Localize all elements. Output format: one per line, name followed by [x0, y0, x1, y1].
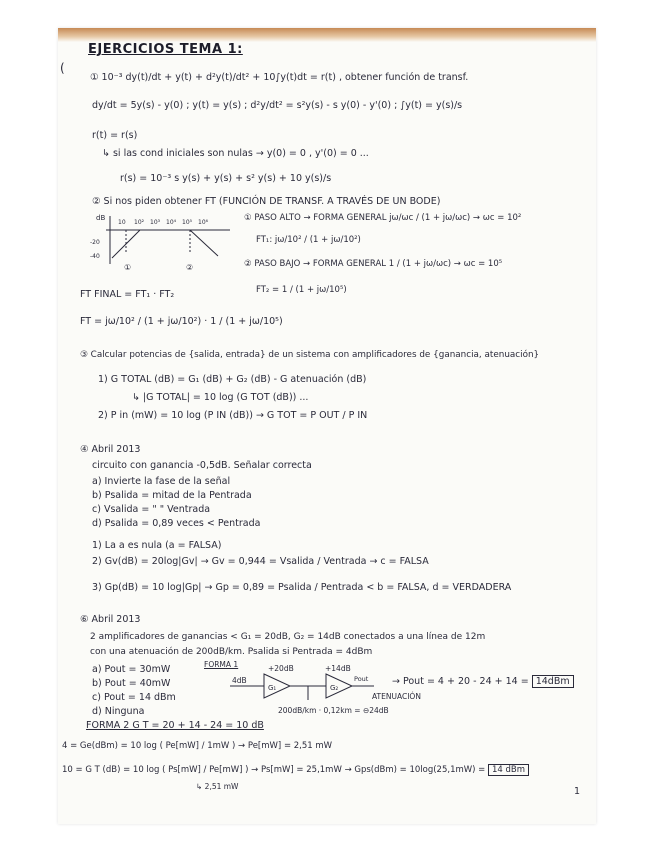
ex1-initial-conditions: ↳ si las cond iniciales son nulas → y(0) = 0 , y'(0) = 0 ... [102, 148, 369, 159]
ex4-option-c: c) Vsalida = " " Ventrada [92, 504, 211, 515]
ex5-option-d: d) Ninguna [92, 706, 145, 717]
ex4-solution-3: 3) Gp(dB) = 10 log|Gp| → Gp = 0,89 = Psalida / Pentrada < b = FALSA, d = VERDADERA [92, 582, 512, 593]
ex4-option-a: a) Invierte la fase de la señal [92, 476, 231, 487]
ex3-gain-total: 1) G TOTAL (dB) = G₁ (dB) + G₂ (dB) - G atenuación (dB) [98, 374, 367, 385]
bode-curve [112, 230, 218, 258]
ex5-result-2-box: 14 dBm [488, 764, 529, 776]
pout-label: Pout [354, 675, 369, 683]
page-number: 1 [574, 786, 581, 797]
ex3-statement: ③ Calcular potencias de {salida, entrada} de un sistema con amplificadores de {ganancia, atenuación} [80, 350, 540, 360]
ex4-option-b: b) Psalida = mitad de la Pentrada [92, 490, 252, 501]
amplifier-chain [228, 672, 378, 706]
ex3-gain-linear: ↳ |G TOTAL| = 10 log (G TOT (dB)) ... [132, 392, 309, 403]
bode-yval: -40 [90, 253, 100, 260]
ex2-ft: FT = jω/10² / (1 + jω/10²) · 1 / (1 + jω/10⁵) [80, 316, 283, 327]
ex4-heading: ④ Abril 2013 [80, 444, 141, 455]
ex1-laplace-rules: dy/dt = 5y(s) - y(0) ; y(t) = y(s) ; d²y/dt² = s²y(s) - s y(0) - y'(0) ; ∫y(t) = y(s)/s [92, 100, 463, 111]
ex4-solution-1: 1) La a es nula (a = FALSA) [92, 540, 222, 551]
ex5-statement: 2 amplificadores de ganancias < G₁ = 20dB, G₂ = 14dB conectados a una línea de 12m [90, 632, 486, 642]
ex5-option-b: b) Pout = 40mW [92, 678, 171, 689]
ex5-g1-gain: +20dB [268, 664, 294, 673]
ex5-forma2-pe-value: ↳ 2,51 mW [196, 782, 239, 791]
ex5-g2-gain: +14dB [325, 664, 351, 673]
ex5-forma1-label: FORMA 1 [204, 660, 239, 669]
ex4-statement: circuito con ganancia -0,5dB. Señalar correcta [92, 460, 312, 471]
ex5-option-c: c) Pout = 14 dBm [92, 692, 176, 703]
ex5-heading: ⑥ Abril 2013 [80, 614, 141, 625]
bode-mark-1: ① [124, 263, 132, 272]
ex5-line-attenuation: 200dB/km · 0,12km = ⊖24dB [278, 706, 389, 715]
ex5-forma2: FORMA 2 G T = 20 + 14 - 24 = 10 dB [86, 720, 264, 731]
ex2-statement: ② Si nos piden obtener FT (FUNCIÓN DE TRANSF. A TRAVÉS DE UN BODE) [92, 196, 441, 207]
ex2-ft2: FT₂ = 1 / (1 + jω/10⁵) [256, 285, 347, 295]
bode-tick: 10² [134, 219, 145, 226]
bode-plot [90, 208, 240, 276]
ex2-paso-alto: ① PASO ALTO → FORMA GENERAL jω/ωc / (1 + jω/ωc) → ωc = 10² [244, 213, 522, 223]
amp-g2-label: G₂ [330, 684, 339, 692]
page-top-edge [58, 28, 596, 42]
ex1-input: r(t) = r(s) [92, 130, 138, 141]
ex5-result-1 [392, 676, 574, 688]
ex4-option-d: d) Psalida = 0,89 veces < Pentrada [92, 518, 261, 529]
margin-mark: ( [60, 61, 65, 75]
ex5-result-1-text: → Pout = 4 + 20 - 24 + 14 = [392, 676, 529, 687]
ex5-input-label: 4dB [232, 676, 247, 685]
bode-tick: 10⁵ [182, 219, 193, 226]
ex5-statement-2: con una atenuación de 200dB/km. Psalida si Pentrada = 4dBm [90, 647, 373, 657]
ex5-forma2-ps-text: 10 = G T (dB) = 10 log ( Ps[mW] / Pe[mW] ) → Ps[mW] = 25,1mW → Gps(dBm) = 10log(25,1mW) = [62, 765, 486, 775]
bode-mark-2: ② [186, 263, 194, 272]
bode-yval: -20 [90, 239, 100, 246]
ex5-option-a: a) Pout = 30mW [92, 664, 171, 675]
ex4-solution-2: 2) Gv(dB) = 20log|Gv| → Gv = 0,944 = Vsalida / Ventrada → c = FALSA [92, 556, 429, 567]
ex1-result: r(s) = 10⁻³ s y(s) + y(s) + s² y(s) + 10 y(s)/s [120, 173, 332, 184]
bode-tick: 10 [118, 219, 126, 226]
ex1-statement: ① 10⁻³ dy(t)/dt + y(t) + d²y(t)/dt² + 10∫y(t)dt = r(t) , obtener función de transf. [90, 72, 469, 83]
ex5-forma2-pe: 4 = Ge(dBm) = 10 log ( Pe[mW] / 1mW ) → Pe[mW] = 2,51 mW [62, 741, 333, 751]
ex2-ft1: FT₁: jω/10² / (1 + jω/10²) [256, 235, 361, 245]
page-title: EJERCICIOS TEMA 1: [88, 42, 243, 57]
amp-g1-label: G₁ [268, 684, 277, 692]
bode-tick: 10⁴ [166, 219, 177, 226]
bode-ylabel: dB [96, 214, 106, 222]
ex3-pin: 2) P in (mW) = 10 log (P IN (dB)) → G TOT = P OUT / P IN [98, 410, 368, 421]
ex5-att-label: ATENUACIÓN [372, 692, 421, 701]
bode-tick: 10⁶ [198, 219, 209, 226]
ex2-ft-final: FT FINAL = FT₁ · FT₂ [80, 289, 175, 300]
ex5-result-1-box: 14dBm [532, 675, 574, 688]
ex2-paso-bajo: ② PASO BAJO → FORMA GENERAL 1 / (1 + jω/ωc) → ωc = 10⁵ [244, 259, 503, 269]
ex5-forma2-ps [62, 764, 529, 776]
bode-tick: 10³ [150, 219, 161, 226]
